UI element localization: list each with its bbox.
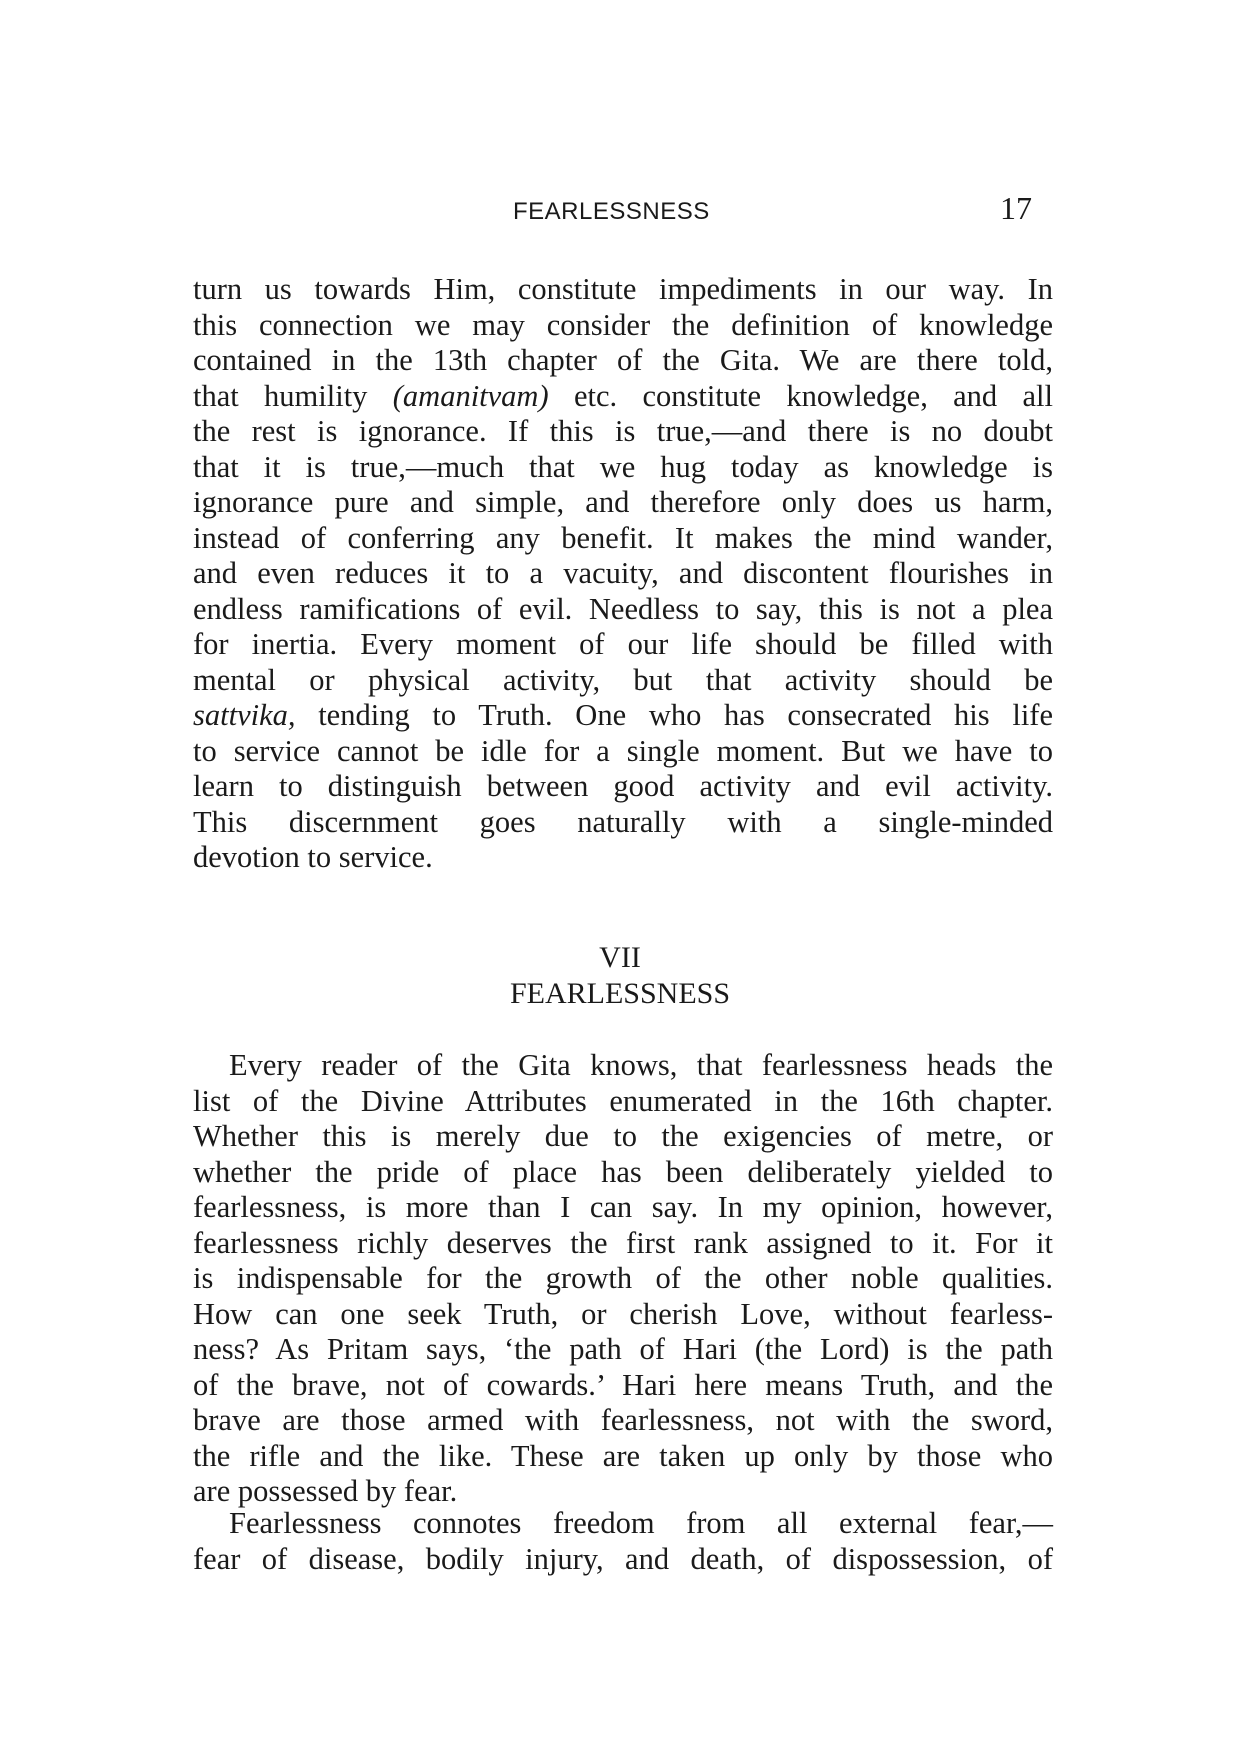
- paragraph-line: How can one seek Truth, or cherish Love, without fearless-: [193, 1296, 1053, 1331]
- paragraph-line: Fearlessness connotes freedom from all external fear,—: [229, 1506, 1053, 1540]
- italic-term-sattvika: sattvika,: [193, 698, 296, 732]
- page-number: 17: [1000, 190, 1032, 226]
- running-head: FEARLESSNESS: [513, 198, 710, 225]
- paragraph-line: and even reduces it to a vacuity, and discontent flourishes in: [193, 556, 1053, 590]
- paragraph-line: learn to distinguish between good activity and evil activity.: [193, 769, 1053, 803]
- paragraph-line: instead of conferring any benefit. It makes the mind wander,: [193, 520, 1053, 555]
- paragraph-line: Whether this is merely due to the exigencies of metre, or: [193, 1119, 1053, 1153]
- paragraph-line: list of the Divine Attributes enumerated in the 16th chapter.: [193, 1083, 1053, 1118]
- paragraph-line: fearlessness, is more than I can say. In my opinion, however,: [193, 1190, 1053, 1224]
- paragraph-line: to service cannot be idle for a single moment. But we have to: [193, 733, 1053, 768]
- paragraph-line: that it is true,—much that we hug today as knowledge is: [193, 449, 1053, 484]
- paragraph-line: are possessed by fear.: [193, 1474, 458, 1508]
- paragraph-line: turn us towards Him, constitute impediments in our way. In: [193, 272, 1053, 306]
- paragraph-line: this connection we may consider the definition of knowledge: [193, 307, 1053, 342]
- italic-term-amanitvam: (amanitvam): [392, 378, 549, 413]
- paragraph-line: fear of disease, bodily injury, and death, of dispossession, of: [193, 1541, 1053, 1576]
- paragraph-line: fearlessness richly deserves the first rank assigned to it. For it: [193, 1225, 1053, 1260]
- paragraph-line: the rest is ignorance. If this is true,—and there is no doubt: [193, 414, 1053, 448]
- paragraph-line: brave are those armed with fearlessness, not with the sword,: [193, 1403, 1053, 1437]
- section-paragraph-one: [193, 1048, 1053, 1510]
- section-paragraph-two: [193, 1506, 1053, 1577]
- paragraph-line: whether the pride of place has been deliberately yielded to: [193, 1154, 1053, 1189]
- paragraph-line: This discernment goes naturally with a single-minded: [193, 804, 1053, 839]
- paragraph-line: for inertia. Every moment of our life should be filled with: [193, 627, 1053, 661]
- paragraph-line: is indispensable for the growth of the other noble qualities.: [193, 1261, 1053, 1295]
- paragraph-line: sattvika, tending to Truth. One who has consecrated his life: [193, 698, 1053, 732]
- paragraph-line: ignorance pure and simple, and therefore only does us harm,: [193, 485, 1053, 519]
- paragraph-line: Every reader of the Gita knows, that fearlessness heads the: [229, 1048, 1053, 1082]
- paragraph-line: the rifle and the like. These are taken up only by those who: [193, 1438, 1053, 1473]
- paragraph-line: endless ramifications of evil. Needless to say, this is not a plea: [193, 591, 1053, 626]
- section-number: VII: [599, 941, 641, 974]
- paragraph-line: ness? As Pritam says, ‘the path of Hari (the Lord) is the path: [193, 1332, 1053, 1366]
- paragraph-line: of the brave, not of cowards.’ Hari here means Truth, and the: [193, 1367, 1053, 1402]
- paragraph-line: devotion to service.: [193, 840, 433, 874]
- continuation-paragraph: [193, 272, 1053, 876]
- paragraph-line: contained in the 13th chapter of the Gita. We are there told,: [193, 343, 1053, 377]
- paragraph-line: that humility (amanitvam) etc. constitute knowledge, and all: [193, 378, 1053, 413]
- section-title: FEARLESSNESS: [509, 977, 731, 1010]
- paragraph-line: mental or physical activity, but that activity should be: [193, 662, 1053, 697]
